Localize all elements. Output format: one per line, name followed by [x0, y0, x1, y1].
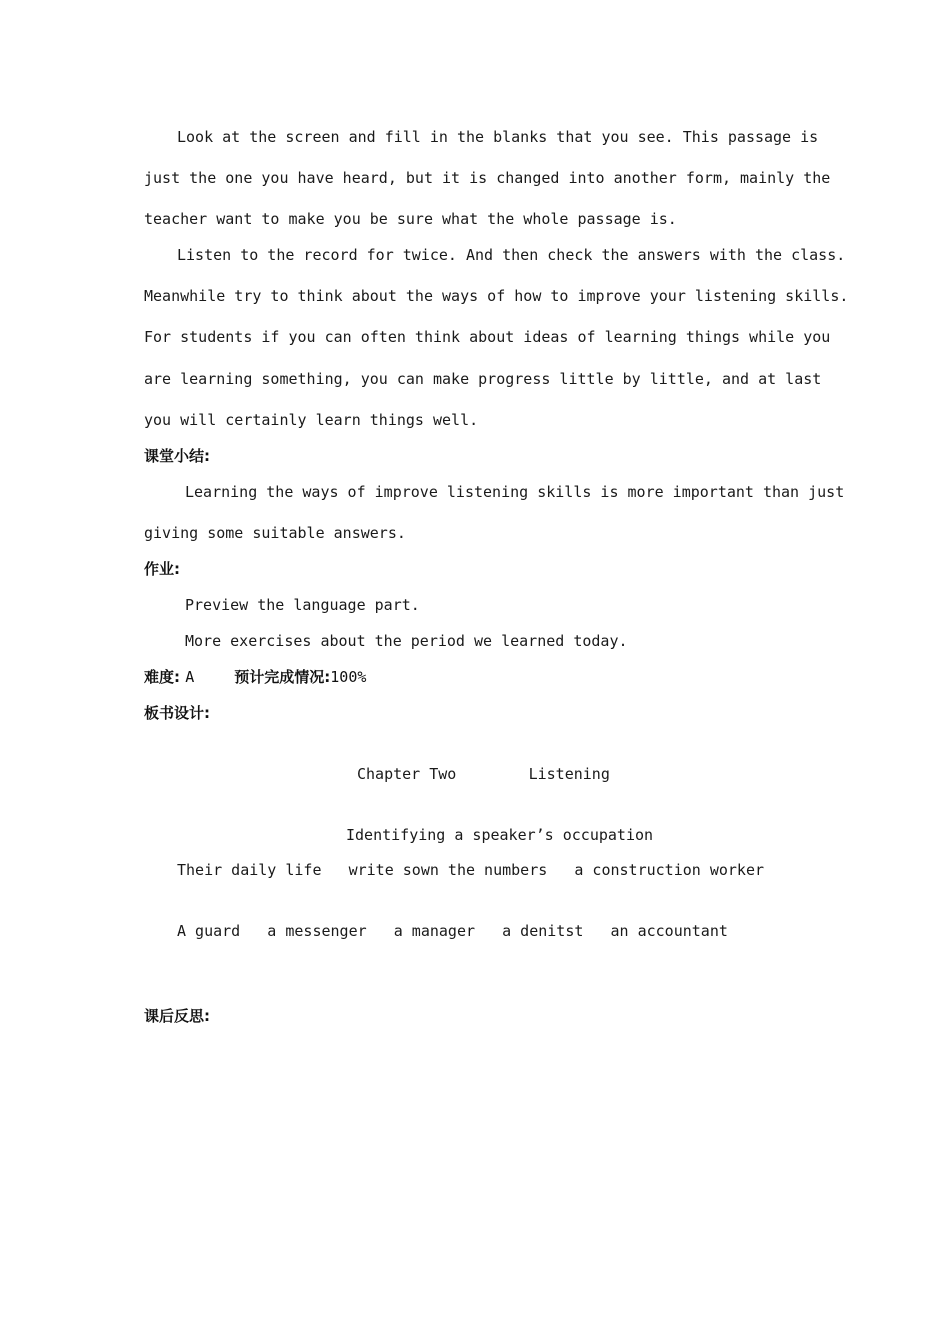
board-heading: 板书设计: [144, 704, 210, 722]
summary-line2: giving some suitable answers. [144, 524, 406, 542]
paragraph2-line2: Meanwhile try to think about the ways of how to improve your listening skills. [144, 287, 849, 305]
difficulty-row [144, 667, 366, 687]
reflection-heading: 课后反思: [144, 1007, 210, 1025]
paragraph2-line1: Listen to the record for twice. And then check the answers with the class. [177, 246, 846, 264]
homework-item2: More exercises about the period we learned today. [185, 632, 628, 650]
paragraph1-line1: Look at the screen and fill in the blanks that you see. This passage is [177, 128, 819, 146]
board-row2: A guard a messenger a manager a denitst an accountant [177, 922, 728, 940]
board-subtitle: Identifying a speaker’s occupation [346, 826, 654, 844]
paragraph2-line5: you will certainly learn things well. [144, 411, 479, 429]
completion-value: 100% [330, 668, 367, 686]
paragraph2-line3: For students if you can often think about ideas of learning things while you [144, 328, 831, 346]
board-row1: Their daily life write sown the numbers a construction worker [177, 861, 764, 879]
difficulty-label: 难度: [144, 668, 180, 686]
homework-heading: 作业: [144, 560, 180, 578]
board-title: Chapter Two Listening [357, 765, 610, 783]
paragraph1-line3: teacher want to make you be sure what the whole passage is. [144, 210, 677, 228]
completion-label: 预计完成情况: [234, 668, 331, 686]
homework-item1: Preview the language part. [185, 596, 420, 614]
difficulty-value: A [185, 668, 195, 686]
summary-heading: 课堂小结: [144, 447, 210, 465]
paragraph2-line4: are learning something, you can make progress little by little, and at last [144, 370, 822, 388]
paragraph1-line2: just the one you have heard, but it is changed into another form, mainly the [144, 169, 831, 187]
summary-line1: Learning the ways of improve listening skills is more important than just [185, 483, 845, 501]
